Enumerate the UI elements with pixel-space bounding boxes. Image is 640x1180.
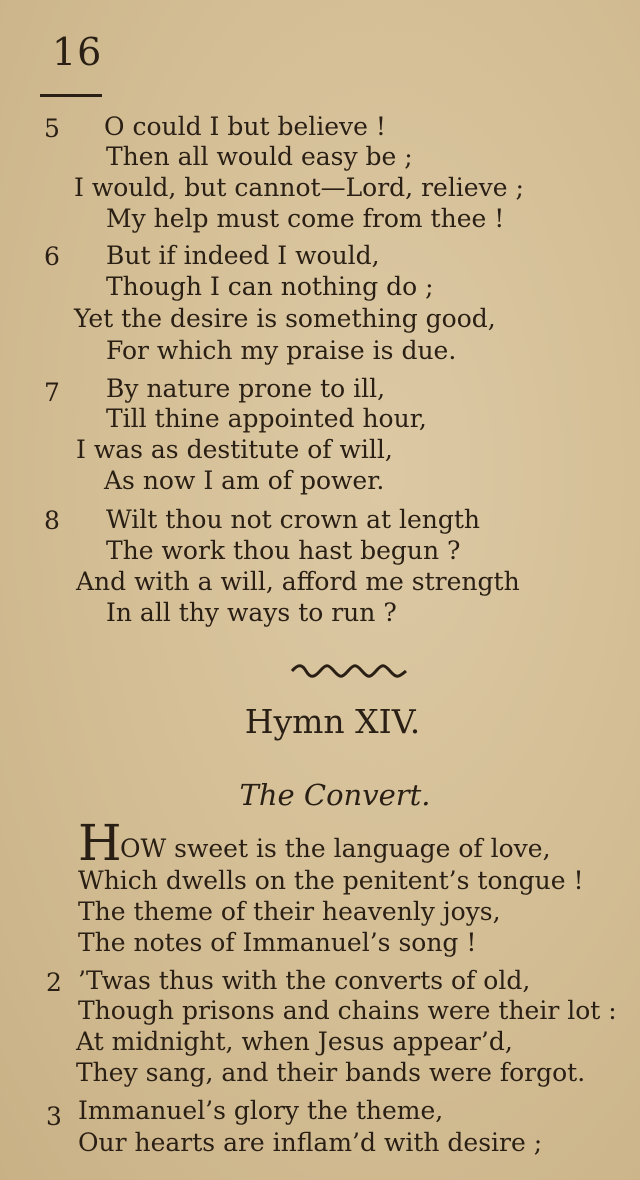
verse-line: And with a will, afford me strength	[76, 567, 520, 596]
verse-line: Which dwells on the penitent’s tongue !	[78, 866, 584, 895]
stanza-number: 5	[44, 114, 60, 143]
verse-line: OW sweet is the language of love,	[120, 834, 551, 863]
verse-line: I would, but cannot—Lord, relieve ;	[74, 173, 524, 202]
header-rule	[40, 94, 102, 97]
verse-line: They sang, and their bands were forgot.	[76, 1058, 586, 1087]
verse-line: The theme of their heavenly joys,	[78, 897, 501, 926]
verse-line: Our hearts are inflam’d with desire ;	[78, 1128, 543, 1157]
verse-line: Yet the desire is something good,	[74, 304, 496, 333]
stanza-number: 7	[44, 378, 60, 407]
drop-cap: H	[78, 814, 122, 872]
verse-line: I was as destitute of will,	[76, 435, 393, 464]
stanza-number: 8	[44, 506, 60, 535]
verse-line: In all thy ways to run ?	[106, 598, 397, 627]
stanza-number: 6	[44, 242, 60, 271]
verse-line: Though I can nothing do ;	[106, 272, 434, 301]
verse-line: As now I am of power.	[104, 466, 385, 495]
verse-line: The work thou hast begun ?	[106, 536, 461, 565]
hymn-subtitle: The Convert.	[239, 778, 431, 812]
verse-line: By nature prone to ill,	[106, 374, 386, 403]
verse-line: Wilt thou not crown at length	[106, 505, 481, 534]
verse-line: At midnight, when Jesus appear’d,	[76, 1027, 513, 1056]
verse-line: ’Twas thus with the converts of old,	[78, 966, 531, 995]
verse-line: Though prisons and chains were their lot :	[78, 996, 617, 1025]
verse-line: But if indeed I would,	[106, 241, 380, 270]
ornament-divider-icon	[290, 662, 408, 680]
verse-line: Then all would easy be ;	[106, 142, 413, 171]
verse-line: For which my praise is due.	[106, 336, 457, 365]
verse-line: My help must come from thee !	[106, 204, 505, 233]
verse-line: O could I but believe !	[104, 112, 386, 141]
verse-line: The notes of Immanuel’s song !	[78, 928, 477, 957]
verse-line: Till thine appointed hour,	[106, 404, 427, 433]
hymn-title: Hymn XIV.	[244, 702, 421, 741]
verse-line: Immanuel’s glory the theme,	[78, 1096, 444, 1125]
stanza-number: 3	[46, 1102, 62, 1131]
stanza-number: 2	[46, 968, 62, 997]
page-number: 16	[52, 30, 103, 74]
